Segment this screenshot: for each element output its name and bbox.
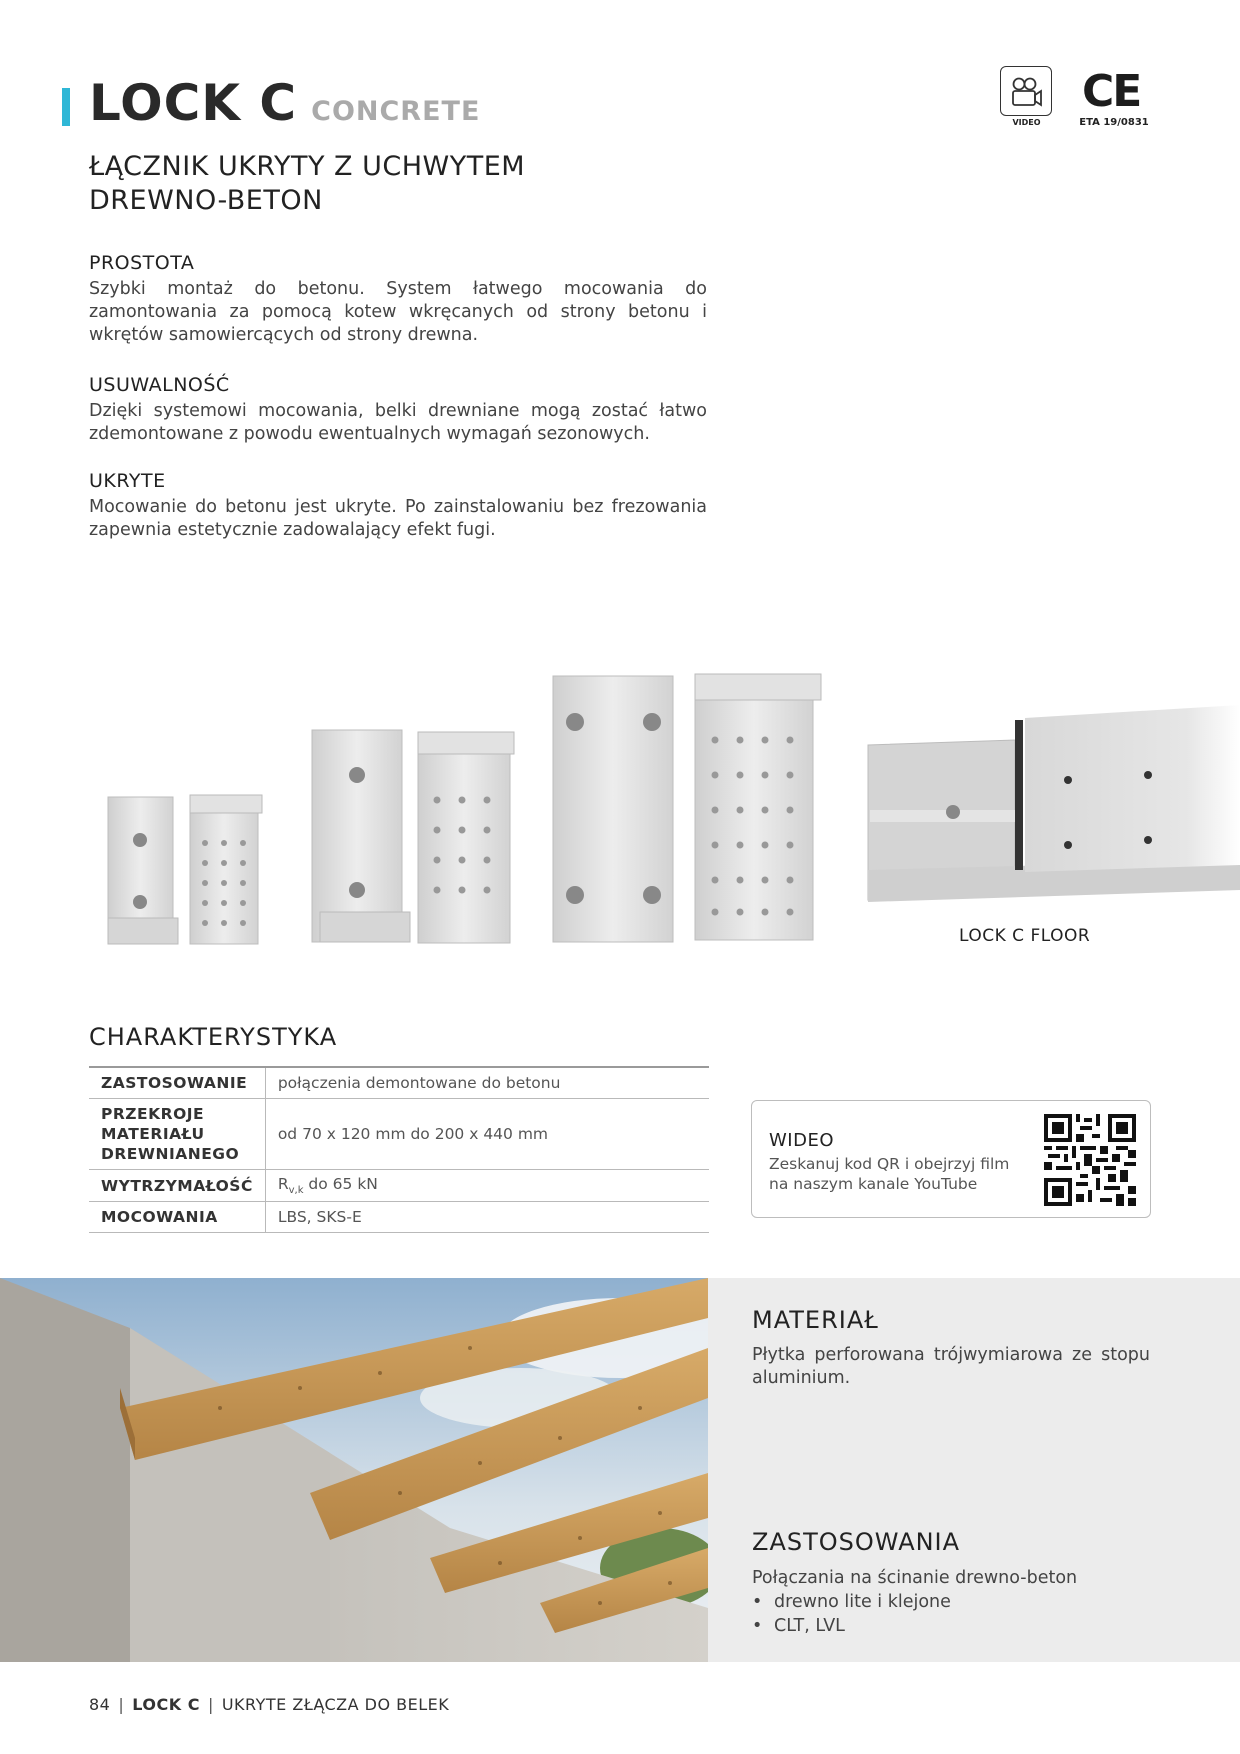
feature-heading-prostota: PROSTOTA [89, 252, 195, 274]
table-row [89, 1170, 709, 1202]
footer-product: LOCK C [132, 1695, 200, 1714]
page-subtitle: ŁĄCZNIK UKRYTY Z UCHWYTEM DREWNO-BETON [89, 151, 526, 216]
applications-heading: ZASTOSOWANIA [752, 1528, 961, 1556]
ce-mark-icon: CE [1082, 66, 1141, 117]
video-box-title: WIDEO [769, 1130, 835, 1151]
feature-heading-ukryte: UKRYTE [89, 470, 166, 492]
installation-photo [0, 1278, 708, 1662]
product-lock-c-floor [868, 705, 1240, 902]
qr-code-icon[interactable] [1044, 1114, 1136, 1206]
table-key: PRZEKROJE MATERIAŁU DREWNIANEGO [89, 1099, 265, 1170]
video-badge-label: VIDEO [1012, 118, 1041, 127]
product-large-pair [553, 674, 821, 942]
table-value: połączenia demontowane do betonu [265, 1067, 709, 1099]
list-item: • drewno lite i klejone [752, 1590, 951, 1614]
table-row [89, 1067, 709, 1099]
title-accent-bar [62, 88, 70, 126]
feature-text-usuwalnosc: Dzięki systemowi mocowania, belki drewniane mogą zostać łatwo zdemontowane z powodu ewentualnych wymagań sezonowych. [89, 401, 707, 444]
product-medium-pair [312, 730, 514, 943]
video-camera-icon[interactable] [1000, 66, 1052, 116]
material-text: Płytka perforowana trójwymiarowa ze stopu aluminium. [752, 1345, 1150, 1388]
table-value: od 70 x 120 mm do 200 x 440 mm [265, 1099, 709, 1170]
video-box-text: Zeskanuj kod QR i obejrzyj film na naszym kanale YouTube [769, 1155, 1010, 1193]
characteristics-table [89, 1066, 709, 1233]
table-key: WYTRZYMAŁOŚĆ [89, 1170, 265, 1202]
applications-list [752, 1590, 951, 1638]
page-title-sub: CONCRETE [311, 96, 481, 127]
page-footer: 84 | LOCK C | UKRYTE ZŁĄCZA DO BELEK [89, 1695, 450, 1714]
product-small-pair [108, 795, 262, 944]
table-value: $R_{v,k}$ do 65 kN [265, 1170, 709, 1202]
feature-heading-usuwalnosc: USUWALNOŚĆ [89, 374, 230, 396]
feature-text-prostota: Szybki montaż do betonu. System łatwego mocowania do zamontowania za pomocą kotew wkręcanych od strony betonu i wkrętów samowiercących od strony drewna. [89, 279, 707, 345]
product-photo-lock-c-range [0, 650, 1240, 950]
eta-label: ETA 19/0831 [1079, 117, 1149, 128]
table-key: MOCOWANIA [89, 1202, 265, 1233]
material-heading: MATERIAŁ [752, 1306, 879, 1334]
list-item: • CLT, LVL [752, 1614, 951, 1638]
page-title: LOCK C CONCRETE [89, 74, 481, 132]
table-row [89, 1099, 709, 1170]
characteristics-heading: CHARAKTERYSTYKA [89, 1023, 338, 1051]
table-key: ZASTOSOWANIE [89, 1067, 265, 1099]
feature-text-ukryte: Mocowanie do betonu jest ukryte. Po zainstalowaniu bez frezowania zapewnia estetycznie zadowalający efekt fugi. [89, 497, 707, 540]
applications-intro: Połączania na ścinanie drewno-beton [752, 1568, 1078, 1588]
footer-section: UKRYTE ZŁĄCZA DO BELEK [221, 1695, 450, 1714]
floor-product-label: LOCK C FLOOR [959, 926, 1091, 946]
table-row [89, 1202, 709, 1233]
table-value: LBS, SKS-E [265, 1202, 709, 1233]
page-number: 84 [89, 1695, 111, 1714]
